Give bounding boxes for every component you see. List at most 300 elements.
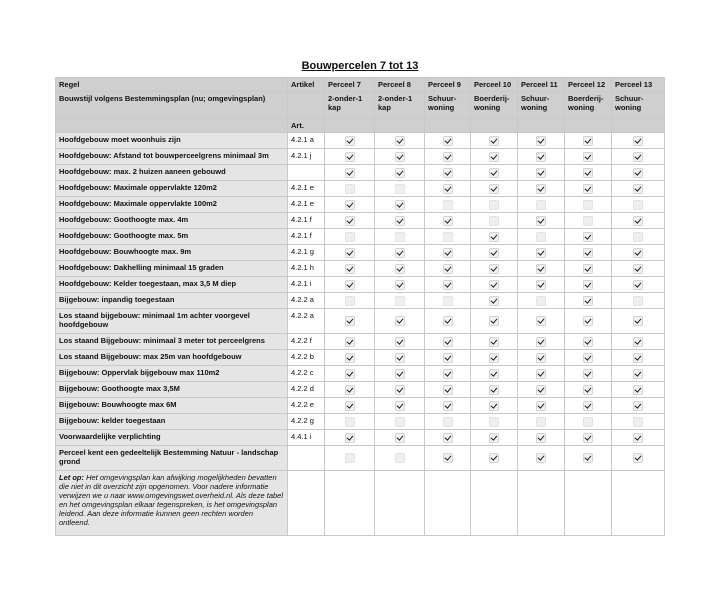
check-cell [565, 414, 612, 430]
check-cell [471, 229, 518, 245]
checkbox-checked-icon[interactable] [583, 385, 593, 395]
check-cell [375, 334, 425, 350]
check-cell [518, 366, 565, 382]
checkbox-checked-icon[interactable] [633, 369, 643, 379]
rule-cell: Voorwaardelijke verplichting [56, 430, 288, 446]
checkbox-checked-icon[interactable] [583, 184, 593, 194]
checkbox-unchecked-icon[interactable] [345, 453, 355, 463]
checkbox-checked-icon[interactable] [583, 337, 593, 347]
checkbox-checked-icon[interactable] [443, 136, 453, 146]
checkbox-checked-icon[interactable] [583, 401, 593, 411]
checkbox-checked-icon[interactable] [583, 136, 593, 146]
check-cell [471, 133, 518, 149]
check-cell [425, 277, 471, 293]
checkbox-checked-icon[interactable] [395, 216, 405, 226]
rule-cell: Hoofdgebouw: max. 2 huizen aaneen gebouwd [56, 165, 288, 181]
article-cell [288, 446, 325, 471]
checkbox-checked-icon[interactable] [633, 337, 643, 347]
check-cell [425, 446, 471, 471]
check-cell [518, 382, 565, 398]
checkbox-checked-icon[interactable] [345, 280, 355, 290]
check-cell [375, 309, 425, 334]
checkbox-checked-icon[interactable] [489, 353, 499, 363]
checkbox-checked-icon[interactable] [536, 168, 546, 178]
checkbox-checked-icon[interactable] [345, 248, 355, 258]
checkbox-unchecked-icon[interactable] [443, 296, 453, 306]
check-cell [518, 293, 565, 309]
rule-cell: Bijgebouw: Goothoogte max 3,5M [56, 382, 288, 398]
article-cell: 4.4.1 i [288, 430, 325, 446]
checkbox-checked-icon[interactable] [633, 433, 643, 443]
header-perceel-spacer [565, 119, 612, 133]
checkbox-checked-icon[interactable] [395, 433, 405, 443]
check-cell [612, 245, 665, 261]
note-empty-cell [375, 471, 425, 536]
checkbox-checked-icon[interactable] [443, 152, 453, 162]
check-cell [471, 398, 518, 414]
checkbox-checked-icon[interactable] [633, 264, 643, 274]
checkbox-unchecked-icon[interactable] [345, 184, 355, 194]
checkbox-checked-icon[interactable] [489, 401, 499, 411]
rule-cell: Bijgebouw: Bouwhoogte max 6M [56, 398, 288, 414]
checkbox-checked-icon[interactable] [345, 337, 355, 347]
check-cell [612, 261, 665, 277]
checkbox-checked-icon[interactable] [395, 136, 405, 146]
check-cell [325, 165, 375, 181]
checkbox-checked-icon[interactable] [443, 369, 453, 379]
check-cell [375, 181, 425, 197]
checkbox-checked-icon[interactable] [583, 316, 593, 326]
checkbox-checked-icon[interactable] [583, 296, 593, 306]
checkbox-checked-icon[interactable] [489, 433, 499, 443]
check-cell [471, 382, 518, 398]
header-perceel-style: Boerderij-woning [565, 92, 612, 119]
check-cell [325, 350, 375, 366]
checkbox-checked-icon[interactable] [583, 248, 593, 258]
check-cell [612, 293, 665, 309]
check-cell [471, 350, 518, 366]
checkbox-checked-icon[interactable] [633, 136, 643, 146]
check-cell [518, 309, 565, 334]
checkbox-checked-icon[interactable] [633, 401, 643, 411]
header-perceel-style: Boerderij-woning [471, 92, 518, 119]
note-empty-cell [471, 471, 518, 536]
checkbox-checked-icon[interactable] [345, 353, 355, 363]
check-cell [425, 430, 471, 446]
check-cell [471, 213, 518, 229]
checkbox-checked-icon[interactable] [489, 385, 499, 395]
table-row [56, 197, 665, 213]
checkbox-checked-icon[interactable] [345, 369, 355, 379]
checkbox-checked-icon[interactable] [395, 264, 405, 274]
check-cell [612, 133, 665, 149]
checkbox-checked-icon[interactable] [443, 264, 453, 274]
checkbox-checked-icon[interactable] [345, 200, 355, 210]
header-perceel-spacer [425, 119, 471, 133]
check-cell [518, 213, 565, 229]
table-row [56, 293, 665, 309]
check-cell [375, 382, 425, 398]
check-cell [612, 165, 665, 181]
checkbox-unchecked-icon[interactable] [395, 453, 405, 463]
checkbox-unchecked-icon[interactable] [583, 417, 593, 427]
checkbox-checked-icon[interactable] [395, 200, 405, 210]
check-cell [325, 334, 375, 350]
checkbox-checked-icon[interactable] [345, 316, 355, 326]
article-cell: 4.2.2 c [288, 366, 325, 382]
checkbox-checked-icon[interactable] [633, 353, 643, 363]
checkbox-checked-icon[interactable] [536, 385, 546, 395]
checkbox-checked-icon[interactable] [583, 369, 593, 379]
note-empty-cell [612, 471, 665, 536]
check-cell [471, 261, 518, 277]
checkbox-checked-icon[interactable] [345, 401, 355, 411]
checkbox-checked-icon[interactable] [443, 433, 453, 443]
article-cell: 4.2.2 e [288, 398, 325, 414]
checkbox-checked-icon[interactable] [536, 369, 546, 379]
check-cell [612, 197, 665, 213]
check-cell [612, 229, 665, 245]
checkbox-checked-icon[interactable] [583, 453, 593, 463]
rule-cell: Los staand Bijgebouw: max 25m van hoofdgebouw [56, 350, 288, 366]
checkbox-unchecked-icon[interactable] [395, 232, 405, 242]
rule-cell: Los staand bijgebouw: minimaal 1m achter voorgevel hoofdgebouw [56, 309, 288, 334]
checkbox-unchecked-icon[interactable] [345, 296, 355, 306]
checkbox-checked-icon[interactable] [345, 433, 355, 443]
check-cell [375, 149, 425, 165]
checkbox-checked-icon[interactable] [489, 152, 499, 162]
checkbox-checked-icon[interactable] [395, 353, 405, 363]
header-artikel: Artikel [288, 78, 325, 92]
checkbox-checked-icon[interactable] [443, 337, 453, 347]
table-row [56, 181, 665, 197]
check-cell [425, 197, 471, 213]
check-cell [471, 181, 518, 197]
check-cell [471, 334, 518, 350]
check-cell [565, 277, 612, 293]
check-cell [518, 334, 565, 350]
checkbox-checked-icon[interactable] [583, 232, 593, 242]
article-cell: 4.2.1 e [288, 181, 325, 197]
check-cell [325, 293, 375, 309]
article-cell: 4.2.2 b [288, 350, 325, 366]
check-cell [518, 133, 565, 149]
checkbox-checked-icon[interactable] [633, 152, 643, 162]
checkbox-checked-icon[interactable] [633, 248, 643, 258]
checkbox-checked-icon[interactable] [443, 453, 453, 463]
check-cell [325, 446, 375, 471]
table-row [56, 245, 665, 261]
header-perceel-style: 2-onder-1 kap [325, 92, 375, 119]
header-perceel-name: Perceel 9 [425, 78, 471, 92]
rule-cell: Hoofdgebouw: Afstand tot bouwperceelgrens minimaal 3m [56, 149, 288, 165]
checkbox-unchecked-icon[interactable] [633, 296, 643, 306]
table-row [56, 309, 665, 334]
checkbox-unchecked-icon[interactable] [536, 417, 546, 427]
check-cell [325, 229, 375, 245]
checkbox-checked-icon[interactable] [536, 433, 546, 443]
checkbox-checked-icon[interactable] [536, 316, 546, 326]
check-cell [471, 414, 518, 430]
check-cell [612, 430, 665, 446]
checkbox-checked-icon[interactable] [489, 136, 499, 146]
checkbox-checked-icon[interactable] [443, 216, 453, 226]
check-cell [565, 382, 612, 398]
checkbox-checked-icon[interactable] [345, 168, 355, 178]
check-cell [565, 213, 612, 229]
checkbox-checked-icon[interactable] [536, 152, 546, 162]
checkbox-unchecked-icon[interactable] [583, 216, 593, 226]
header-perceel-spacer [518, 119, 565, 133]
checkbox-checked-icon[interactable] [633, 385, 643, 395]
header-perceel-spacer [471, 119, 518, 133]
checkbox-checked-icon[interactable] [443, 385, 453, 395]
checkbox-checked-icon[interactable] [395, 280, 405, 290]
check-cell [425, 293, 471, 309]
article-cell: 4.2.1 f [288, 213, 325, 229]
checkbox-checked-icon[interactable] [395, 369, 405, 379]
check-cell [425, 261, 471, 277]
checkbox-checked-icon[interactable] [536, 353, 546, 363]
checkbox-checked-icon[interactable] [443, 401, 453, 411]
checkbox-checked-icon[interactable] [536, 264, 546, 274]
checkbox-checked-icon[interactable] [583, 168, 593, 178]
rule-cell: Bijgebouw: inpandig toegestaan [56, 293, 288, 309]
checkbox-checked-icon[interactable] [536, 248, 546, 258]
check-cell [471, 245, 518, 261]
checkbox-unchecked-icon[interactable] [443, 232, 453, 242]
checkbox-checked-icon[interactable] [345, 385, 355, 395]
check-cell [325, 414, 375, 430]
checkbox-checked-icon[interactable] [489, 232, 499, 242]
check-cell [612, 350, 665, 366]
check-cell [612, 181, 665, 197]
rule-cell: Los staand Bijgebouw: minimaal 3 meter tot perceelgrens [56, 334, 288, 350]
checkbox-checked-icon[interactable] [489, 264, 499, 274]
check-cell [375, 229, 425, 245]
checkbox-checked-icon[interactable] [345, 264, 355, 274]
checkbox-checked-icon[interactable] [443, 316, 453, 326]
checkbox-unchecked-icon[interactable] [489, 417, 499, 427]
check-cell [375, 398, 425, 414]
header-perceel-name: Perceel 10 [471, 78, 518, 92]
check-cell [565, 366, 612, 382]
note-empty-cell [518, 471, 565, 536]
check-cell [375, 293, 425, 309]
rule-cell: Hoofdgebouw moet woonhuis zijn [56, 133, 288, 149]
checkbox-checked-icon[interactable] [345, 136, 355, 146]
check-cell [612, 213, 665, 229]
check-cell [471, 197, 518, 213]
checkbox-checked-icon[interactable] [395, 248, 405, 258]
header-perceel-name: Perceel 7 [325, 78, 375, 92]
bouwpercelen-table [55, 77, 665, 536]
table-row [56, 229, 665, 245]
checkbox-checked-icon[interactable] [395, 316, 405, 326]
table-row [56, 366, 665, 382]
checkbox-checked-icon[interactable] [395, 337, 405, 347]
article-cell: 4.2.1 g [288, 245, 325, 261]
table-row [56, 261, 665, 277]
header-art-spacer [56, 119, 288, 133]
check-cell [518, 277, 565, 293]
header-perceel-spacer [612, 119, 665, 133]
checkbox-unchecked-icon[interactable] [395, 184, 405, 194]
check-cell [518, 414, 565, 430]
check-cell [425, 213, 471, 229]
note-text: Het omgevingsplan kan afwijking mogelijkheden bevatten die niet in dit overzicht zijn opgenomen. Voor nadere informatie verwijzen we u naar www.omgevingswet.overheid.nl. Als deze tabel en het omgevingsplan elkaar tegenspreken, is het omgevingsplan leidend. Aan deze informatie kunnen geen rechten worden ontleend. [59, 473, 284, 527]
table-row [56, 213, 665, 229]
check-cell [612, 277, 665, 293]
checkbox-checked-icon[interactable] [395, 168, 405, 178]
header-regel: Regel [56, 78, 288, 92]
check-cell [325, 181, 375, 197]
header-perceel-name: Perceel 8 [375, 78, 425, 92]
check-cell [518, 430, 565, 446]
check-cell [425, 414, 471, 430]
check-cell [518, 149, 565, 165]
checkbox-checked-icon[interactable] [536, 337, 546, 347]
checkbox-checked-icon[interactable] [583, 353, 593, 363]
checkbox-checked-icon[interactable] [583, 280, 593, 290]
check-cell [325, 245, 375, 261]
checkbox-checked-icon[interactable] [443, 184, 453, 194]
header-perceel-style: Schuur-woning [518, 92, 565, 119]
header-art: Art. [288, 119, 325, 133]
checkbox-checked-icon[interactable] [633, 453, 643, 463]
checkbox-unchecked-icon[interactable] [395, 296, 405, 306]
checkbox-unchecked-icon[interactable] [536, 200, 546, 210]
checkbox-checked-icon[interactable] [443, 280, 453, 290]
checkbox-checked-icon[interactable] [536, 280, 546, 290]
checkbox-unchecked-icon[interactable] [633, 417, 643, 427]
check-cell [612, 334, 665, 350]
checkbox-checked-icon[interactable] [633, 216, 643, 226]
header-perceel-spacer [375, 119, 425, 133]
checkbox-unchecked-icon[interactable] [443, 200, 453, 210]
checkbox-checked-icon[interactable] [395, 385, 405, 395]
checkbox-checked-icon[interactable] [536, 453, 546, 463]
checkbox-checked-icon[interactable] [536, 401, 546, 411]
check-cell [375, 165, 425, 181]
checkbox-unchecked-icon[interactable] [536, 296, 546, 306]
check-cell [612, 446, 665, 471]
checkbox-unchecked-icon[interactable] [443, 417, 453, 427]
table-row [56, 133, 665, 149]
check-cell [425, 334, 471, 350]
checkbox-unchecked-icon[interactable] [395, 417, 405, 427]
check-cell [565, 334, 612, 350]
note-empty-cell [325, 471, 375, 536]
check-cell [518, 350, 565, 366]
check-cell [518, 197, 565, 213]
check-cell [518, 245, 565, 261]
check-cell [325, 430, 375, 446]
checkbox-checked-icon[interactable] [489, 168, 499, 178]
checkbox-checked-icon[interactable] [536, 184, 546, 194]
checkbox-unchecked-icon[interactable] [583, 200, 593, 210]
check-cell [612, 398, 665, 414]
check-cell [471, 430, 518, 446]
check-cell [325, 398, 375, 414]
check-cell [471, 366, 518, 382]
check-cell [565, 309, 612, 334]
checkbox-unchecked-icon[interactable] [489, 216, 499, 226]
check-cell [565, 229, 612, 245]
checkbox-checked-icon[interactable] [583, 433, 593, 443]
checkbox-checked-icon[interactable] [489, 316, 499, 326]
check-cell [375, 366, 425, 382]
checkbox-checked-icon[interactable] [443, 168, 453, 178]
table-row [56, 382, 665, 398]
checkbox-checked-icon[interactable] [345, 216, 355, 226]
checkbox-checked-icon[interactable] [395, 152, 405, 162]
checkbox-unchecked-icon[interactable] [633, 200, 643, 210]
check-cell [425, 181, 471, 197]
checkbox-checked-icon[interactable] [633, 168, 643, 178]
rule-cell: Hoofdgebouw: Dakhelling minimaal 15 graden [56, 261, 288, 277]
check-cell [612, 309, 665, 334]
check-cell [325, 277, 375, 293]
checkbox-checked-icon[interactable] [583, 264, 593, 274]
table-row [56, 398, 665, 414]
checkbox-checked-icon[interactable] [633, 280, 643, 290]
note-empty-cell [288, 471, 325, 536]
checkbox-checked-icon[interactable] [633, 184, 643, 194]
table-header [56, 78, 665, 133]
header-perceel-style: 2-onder-1 kap [375, 92, 425, 119]
checkbox-unchecked-icon[interactable] [489, 200, 499, 210]
checkbox-unchecked-icon[interactable] [536, 232, 546, 242]
check-cell [325, 149, 375, 165]
checkbox-checked-icon[interactable] [489, 248, 499, 258]
checkbox-checked-icon[interactable] [489, 280, 499, 290]
check-cell [518, 165, 565, 181]
note-row [56, 471, 665, 536]
checkbox-checked-icon[interactable] [345, 152, 355, 162]
disclaimer-note [56, 471, 288, 536]
checkbox-checked-icon[interactable] [583, 152, 593, 162]
checkbox-unchecked-icon[interactable] [345, 232, 355, 242]
check-cell [375, 133, 425, 149]
checkbox-checked-icon[interactable] [489, 184, 499, 194]
check-cell [425, 366, 471, 382]
check-cell [425, 309, 471, 334]
check-cell [425, 350, 471, 366]
checkbox-unchecked-icon[interactable] [345, 417, 355, 427]
check-cell [518, 446, 565, 471]
check-cell [565, 293, 612, 309]
header-empty [288, 92, 325, 119]
checkbox-checked-icon[interactable] [489, 296, 499, 306]
check-cell [325, 213, 375, 229]
table-row [56, 277, 665, 293]
checkbox-checked-icon[interactable] [489, 337, 499, 347]
checkbox-unchecked-icon[interactable] [633, 232, 643, 242]
check-cell [375, 277, 425, 293]
table-row [56, 414, 665, 430]
checkbox-checked-icon[interactable] [443, 248, 453, 258]
checkbox-checked-icon[interactable] [633, 316, 643, 326]
checkbox-checked-icon[interactable] [395, 401, 405, 411]
checkbox-checked-icon[interactable] [443, 353, 453, 363]
title-text: Bouwpercelen 7 tot 13 [301, 60, 419, 72]
checkbox-checked-icon[interactable] [489, 369, 499, 379]
checkbox-checked-icon[interactable] [536, 216, 546, 226]
checkbox-checked-icon[interactable] [536, 136, 546, 146]
checkbox-checked-icon[interactable] [489, 453, 499, 463]
rule-cell: Hoofdgebouw: Kelder toegestaan, max 3,5 M diep [56, 277, 288, 293]
